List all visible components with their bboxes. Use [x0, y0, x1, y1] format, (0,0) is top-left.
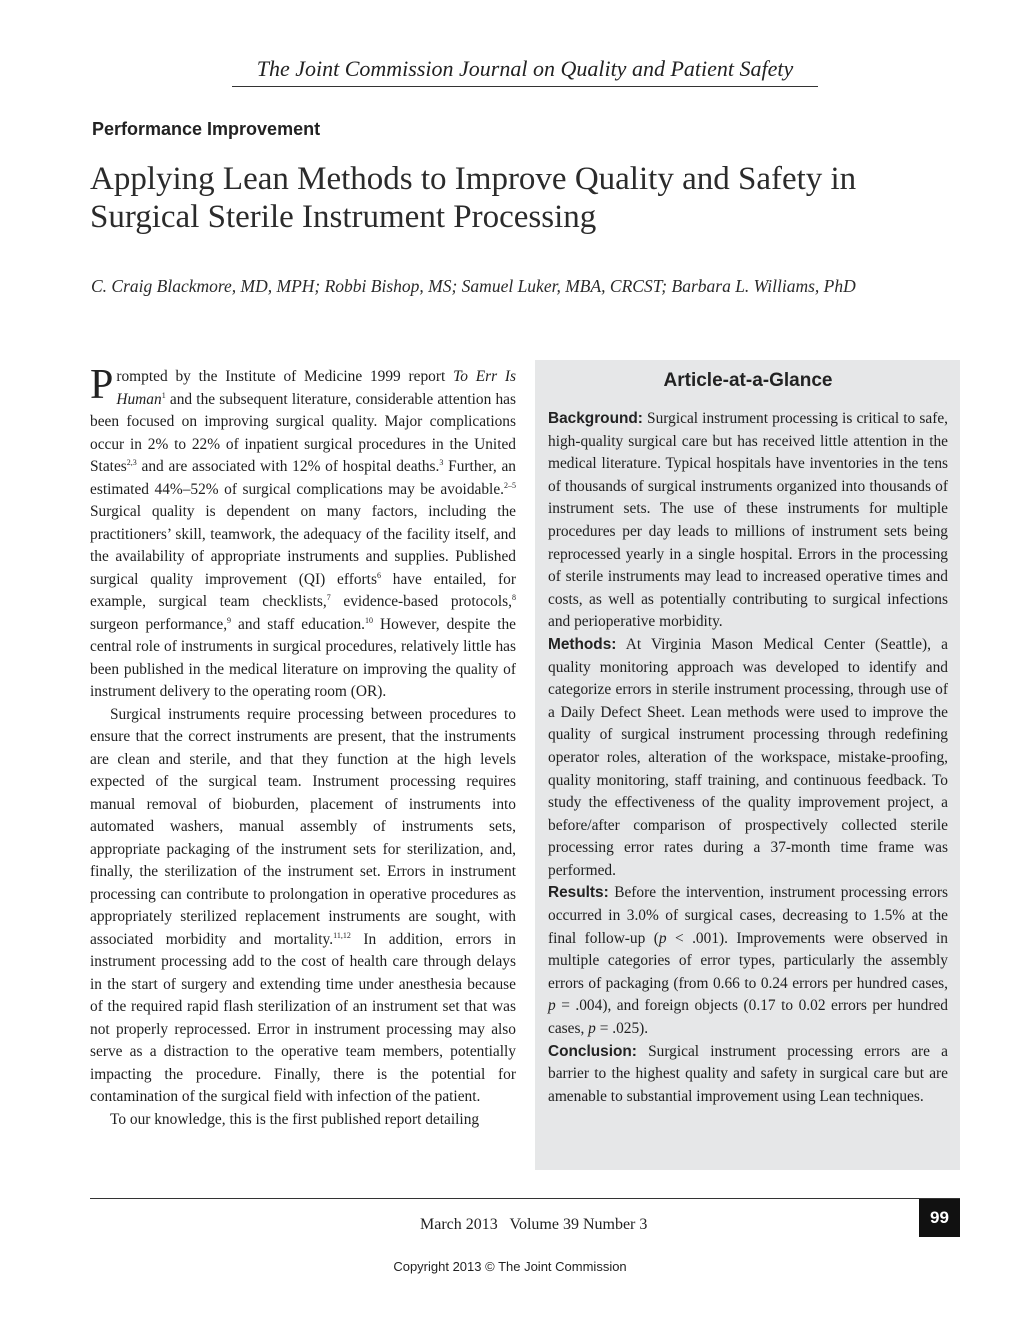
glance-title: Article-at-a-Glance [663, 370, 833, 391]
text-run: In addition, errors in instrument processing add to the cost of health care through delays in the start of surgery and extending time under anesthesia because of the required rapid flash sterilization of an instrument set that was not properly reprocessed. Error in instrument processing may also serve as a distraction to the operative team members, potentially impacting the procedure. Finally, there is the potential for contamination of the surgical field with infection of the patient. [90, 930, 516, 1105]
article-at-a-glance-box [535, 360, 960, 1170]
text-run: At Virginia Mason Medical Center (Seattle), a quality monitoring approach was developed to identify and categorize errors in sterile instrument processing, through use of a Daily Defect Sheet. Lean methods were used to improve the quality of surgical instrument processing through redefining operator roles, alteration of the workspace, mistake-proofing, quality monitoring, staff training, and continuous feedback. To study the effectiveness of the quality improvement project, a before/after comparison of prospectively collected sterile processing error rates during a 37-month time frame was performed. [548, 635, 948, 879]
text-run: To our knowledge, this is the first published report detailing [110, 1110, 480, 1128]
glance-results [548, 882, 948, 1040]
citation-ref: 9 [227, 615, 232, 625]
italic-text: p [658, 929, 667, 947]
footer-divider [90, 1198, 960, 1199]
author-list: C. Craig Blackmore, MD, MPH; Robbi Bishop, MS; Samuel Luker, MBA, CRCST; Barbara L. Williams, PhD [91, 276, 856, 296]
body-text-column [90, 362, 516, 1131]
text-run: < .001). Improvements were observed in multiple categories of error types, particularly the assembly errors of packaging (from 0.66 to 0.24 errors per hundred cases, [548, 929, 948, 992]
citation-ref: 3 [439, 458, 444, 467]
body-paragraph-1-text [90, 362, 516, 700]
drop-cap: P [90, 362, 114, 408]
text-run: and staff education. [231, 615, 365, 633]
glance-results-label: Results: [548, 884, 609, 902]
text-run: = .025). [595, 1020, 649, 1038]
text-run: Before the intervention, instrument processing errors occurred in 3.0% of surgical cases, decreasing to 1.5% at the final follow-up ( [548, 884, 948, 947]
glance-conclusion-label: Conclusion: [548, 1042, 637, 1060]
article-title: Applying Lean Methods to Improve Quality and Safety in Surgical Sterile Instrument Processing [90, 161, 857, 235]
glance-background-text [548, 410, 948, 630]
issue-info: March 2013 Volume 39 Number 3 [420, 1216, 648, 1233]
italic-text: p [548, 997, 556, 1015]
text-run: and are associated with 12% of hospital deaths. [136, 458, 440, 475]
italic-text: p [588, 1020, 596, 1038]
citation-ref: 2–5 [504, 480, 516, 490]
text-run: Surgical quality is dependent on many factors, including the practitioners’ skill, teamwork, the adequacy of the facility itself, and the availability of appropriate instruments and supplies. Published surgical quality improvement (QI) efforts [90, 503, 516, 588]
text-run: Further, an estimated 44%–52% of surgical complications may be avoidable. [90, 458, 516, 498]
citation-ref: 7 [326, 593, 331, 602]
citation-ref: 6 [376, 570, 381, 580]
citation-ref: 2,3 [126, 458, 137, 467]
body-paragraph-3 [90, 1109, 516, 1132]
glance-conclusion [548, 1041, 948, 1109]
text-run: = .004), and foreign objects (0.17 to 0.02 errors per hundred cases, [548, 997, 948, 1038]
text-run: rompted by the Institute of Medicine 1999 report [116, 368, 454, 385]
glance-methods [548, 634, 948, 883]
citation-ref: 11,12 [333, 930, 351, 940]
text-run: have entailed, for example, surgical team checklists, [90, 570, 516, 610]
citation-ref: 1 [161, 390, 166, 400]
section-label: Performance Improvement [92, 119, 321, 139]
glance-methods-text [548, 636, 948, 879]
journal-header: The Joint Commission Journal on Quality and Patient Safety [232, 56, 818, 87]
italic-text: To Err Is Human [116, 368, 516, 408]
text-run: and the subsequent literature, considerable attention has been focused on improving surgical quality. Major complications occur in 2% to 22% of inpatient surgical procedures in the United States [90, 390, 516, 475]
text-run: evidence-based protocols, [330, 593, 512, 610]
body-paragraph-1 [90, 362, 516, 704]
text-run: However, despite the central role of instruments in surgical procedures, relatively little has been published in the medical literature on improving the quality of instrument delivery to the operating room (OR). [90, 615, 516, 700]
body-paragraph-2 [90, 704, 516, 1109]
glance-background-label: Background: [548, 410, 643, 427]
text-run: Surgical instruments require processing between procedures to ensure that the correct instruments are present, that the instruments are clean and sterile, and that they function at the high levels expected of the surgical team. Instrument processing requires manual removal of bioburden, placement of instruments into automated washers, manual assembly of instruments sets, appropriate packaging of the instrument sets for sterilization, and, finally, the sterilization of the instrument set. Errors in instrument processing can contribute to prolongation in operative procedures as appropriately sterilized replacement instruments are sought, with associated morbidity and mortality. [90, 705, 516, 948]
text-run: Surgical instrument processing is critical to safe, high-quality surgical care but has received little attention in the medical literature. Typical hospitals have inventories in the tens of thousands of surgical instruments organized into thousands of instrument sets. The use of these instruments for multiple procedures per day leads to millions of instrument sets being reprocessed yearly in a single hospital. Errors in the processing of sterile instruments may lead to increased operative times and costs, as well as potentially contributing to surgical infections and perioperative morbidity. [548, 410, 948, 631]
text-run: surgeon performance, [90, 615, 228, 633]
citation-ref: 8 [511, 593, 516, 602]
citation-ref: 10 [364, 615, 373, 625]
page-number: 99 [919, 1199, 960, 1237]
text-run: Surgical instrument processing errors are a barrier to the highest quality and safety in surgical care but are amenable to substantial improvement using Lean techniques. [548, 1042, 948, 1105]
glance-background [548, 408, 948, 634]
glance-methods-label: Methods: [548, 635, 617, 653]
glance-results-text [548, 884, 948, 1037]
copyright-notice: Copyright 2013 © The Joint Commission [393, 1259, 627, 1274]
